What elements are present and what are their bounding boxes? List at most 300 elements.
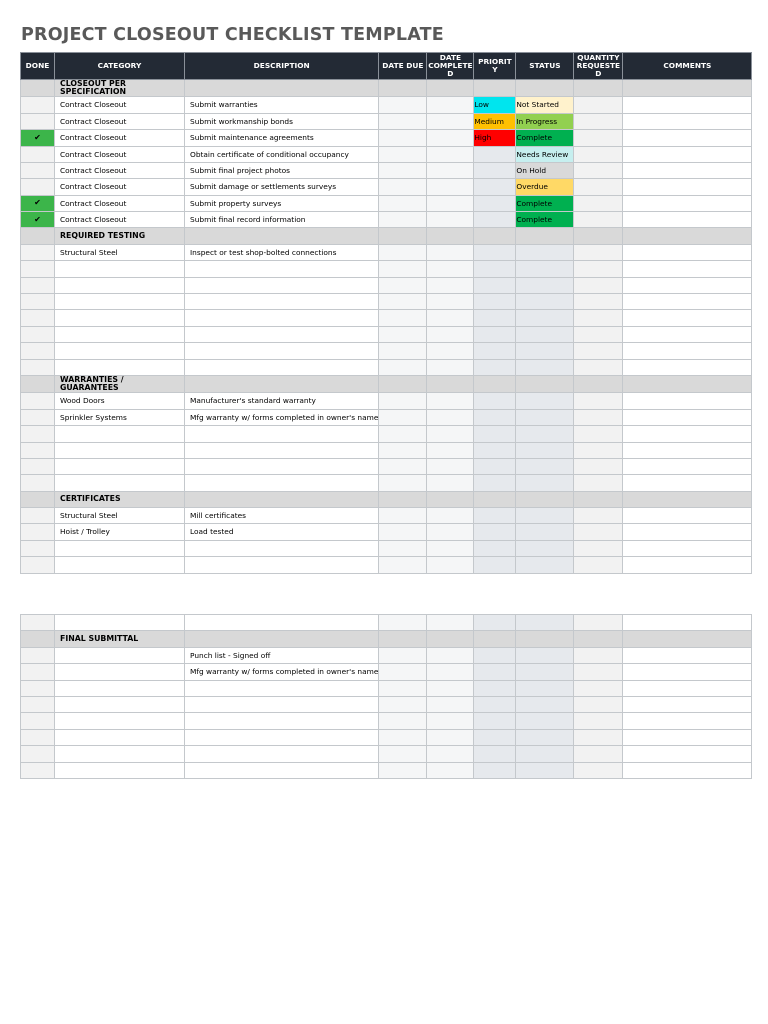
- done-checkbox[interactable]: [21, 359, 55, 375]
- category-cell[interactable]: Contract Closeout: [55, 97, 185, 113]
- comments-cell[interactable]: [623, 244, 752, 260]
- category-cell[interactable]: Contract Closeout: [55, 113, 185, 129]
- date-due-cell[interactable]: [379, 696, 427, 712]
- category-cell[interactable]: [55, 557, 185, 573]
- category-cell[interactable]: Contract Closeout: [55, 162, 185, 178]
- comments-cell[interactable]: [623, 212, 752, 228]
- status-cell[interactable]: In Progress: [516, 113, 574, 129]
- date-completed-cell[interactable]: [427, 310, 474, 326]
- quantity-cell[interactable]: [574, 508, 623, 524]
- category-cell[interactable]: Contract Closeout: [55, 130, 185, 146]
- category-cell[interactable]: [55, 359, 185, 375]
- done-checkbox[interactable]: [21, 393, 55, 409]
- quantity-cell[interactable]: [574, 540, 623, 556]
- done-checkbox[interactable]: [21, 326, 55, 342]
- done-checkbox[interactable]: [21, 696, 55, 712]
- status-cell[interactable]: Complete: [516, 195, 574, 211]
- description-cell[interactable]: [185, 261, 379, 277]
- quantity-cell[interactable]: [574, 696, 623, 712]
- date-completed-cell[interactable]: [427, 729, 474, 745]
- category-cell[interactable]: [55, 426, 185, 442]
- comments-cell[interactable]: [623, 409, 752, 425]
- date-completed-cell[interactable]: [427, 475, 474, 491]
- description-cell[interactable]: Load tested: [185, 524, 379, 540]
- date-due-cell[interactable]: [379, 508, 427, 524]
- category-cell[interactable]: [55, 458, 185, 474]
- date-completed-cell[interactable]: [427, 179, 474, 195]
- comments-cell[interactable]: [623, 524, 752, 540]
- date-completed-cell[interactable]: [427, 647, 474, 663]
- status-cell[interactable]: [516, 326, 574, 342]
- done-checkbox[interactable]: [21, 729, 55, 745]
- date-due-cell[interactable]: [379, 540, 427, 556]
- date-completed-cell[interactable]: [427, 762, 474, 778]
- date-due-cell[interactable]: [379, 310, 427, 326]
- priority-cell[interactable]: [474, 426, 516, 442]
- comments-cell[interactable]: [623, 762, 752, 778]
- date-due-cell[interactable]: [379, 97, 427, 113]
- status-cell[interactable]: [516, 475, 574, 491]
- quantity-cell[interactable]: [574, 195, 623, 211]
- quantity-cell[interactable]: [574, 458, 623, 474]
- done-checkbox[interactable]: [21, 647, 55, 663]
- quantity-cell[interactable]: [574, 746, 623, 762]
- header-description[interactable]: DESCRIPTION: [185, 53, 379, 80]
- date-due-cell[interactable]: [379, 359, 427, 375]
- quantity-cell[interactable]: [574, 277, 623, 293]
- status-cell[interactable]: [516, 508, 574, 524]
- comments-cell[interactable]: [623, 615, 752, 631]
- done-checkbox[interactable]: [21, 664, 55, 680]
- done-checkbox[interactable]: [21, 113, 55, 129]
- comments-cell[interactable]: [623, 680, 752, 696]
- quantity-cell[interactable]: [574, 557, 623, 573]
- quantity-cell[interactable]: [574, 409, 623, 425]
- quantity-cell[interactable]: [574, 762, 623, 778]
- done-checkbox[interactable]: [21, 540, 55, 556]
- date-due-cell[interactable]: [379, 179, 427, 195]
- header-category[interactable]: CATEGORY: [55, 53, 185, 80]
- quantity-cell[interactable]: [574, 664, 623, 680]
- category-cell[interactable]: Sprinkler Systems: [55, 409, 185, 425]
- priority-cell[interactable]: [474, 277, 516, 293]
- category-cell[interactable]: Contract Closeout: [55, 179, 185, 195]
- priority-cell[interactable]: [474, 179, 516, 195]
- date-completed-cell[interactable]: [427, 409, 474, 425]
- status-cell[interactable]: Complete: [516, 130, 574, 146]
- description-cell[interactable]: [185, 680, 379, 696]
- priority-cell[interactable]: [474, 343, 516, 359]
- date-due-cell[interactable]: [379, 244, 427, 260]
- comments-cell[interactable]: [623, 359, 752, 375]
- date-due-cell[interactable]: [379, 524, 427, 540]
- date-completed-cell[interactable]: [427, 294, 474, 310]
- comments-cell[interactable]: [623, 195, 752, 211]
- date-due-cell[interactable]: [379, 557, 427, 573]
- category-cell[interactable]: [55, 540, 185, 556]
- quantity-cell[interactable]: [574, 244, 623, 260]
- priority-cell[interactable]: [474, 393, 516, 409]
- description-cell[interactable]: [185, 343, 379, 359]
- date-due-cell[interactable]: [379, 261, 427, 277]
- description-cell[interactable]: Mill certificates: [185, 508, 379, 524]
- priority-cell[interactable]: [474, 508, 516, 524]
- date-completed-cell[interactable]: [427, 557, 474, 573]
- category-cell[interactable]: [55, 615, 185, 631]
- status-cell[interactable]: [516, 729, 574, 745]
- category-cell[interactable]: Wood Doors: [55, 393, 185, 409]
- date-completed-cell[interactable]: [427, 540, 474, 556]
- date-due-cell[interactable]: [379, 647, 427, 663]
- date-completed-cell[interactable]: [427, 244, 474, 260]
- priority-cell[interactable]: [474, 713, 516, 729]
- status-cell[interactable]: [516, 343, 574, 359]
- comments-cell[interactable]: [623, 442, 752, 458]
- quantity-cell[interactable]: [574, 212, 623, 228]
- priority-cell[interactable]: [474, 359, 516, 375]
- comments-cell[interactable]: [623, 557, 752, 573]
- description-cell[interactable]: [185, 359, 379, 375]
- date-due-cell[interactable]: [379, 212, 427, 228]
- done-checkbox[interactable]: [21, 261, 55, 277]
- status-cell[interactable]: [516, 540, 574, 556]
- category-cell[interactable]: Contract Closeout: [55, 146, 185, 162]
- priority-cell[interactable]: [474, 729, 516, 745]
- date-due-cell[interactable]: [379, 442, 427, 458]
- priority-cell[interactable]: [474, 696, 516, 712]
- done-checkbox[interactable]: [21, 343, 55, 359]
- priority-cell[interactable]: [474, 746, 516, 762]
- category-cell[interactable]: [55, 294, 185, 310]
- description-cell[interactable]: [185, 294, 379, 310]
- description-cell[interactable]: Submit maintenance agreements: [185, 130, 379, 146]
- status-cell[interactable]: [516, 310, 574, 326]
- quantity-cell[interactable]: [574, 475, 623, 491]
- quantity-cell[interactable]: [574, 713, 623, 729]
- status-cell[interactable]: [516, 442, 574, 458]
- comments-cell[interactable]: [623, 179, 752, 195]
- date-due-cell[interactable]: [379, 762, 427, 778]
- done-checkbox[interactable]: [21, 97, 55, 113]
- date-completed-cell[interactable]: [427, 343, 474, 359]
- category-cell[interactable]: Structural Steel: [55, 508, 185, 524]
- date-due-cell[interactable]: [379, 277, 427, 293]
- comments-cell[interactable]: [623, 130, 752, 146]
- category-cell[interactable]: [55, 261, 185, 277]
- done-checkbox[interactable]: [21, 294, 55, 310]
- date-due-cell[interactable]: [379, 393, 427, 409]
- done-checkbox[interactable]: [21, 442, 55, 458]
- date-due-cell[interactable]: [379, 680, 427, 696]
- done-checkbox[interactable]: [21, 615, 55, 631]
- description-cell[interactable]: [185, 426, 379, 442]
- date-completed-cell[interactable]: [427, 212, 474, 228]
- category-cell[interactable]: [55, 696, 185, 712]
- comments-cell[interactable]: [623, 426, 752, 442]
- date-due-cell[interactable]: [379, 475, 427, 491]
- priority-cell[interactable]: [474, 458, 516, 474]
- comments-cell[interactable]: [623, 277, 752, 293]
- date-completed-cell[interactable]: [427, 508, 474, 524]
- priority-cell[interactable]: [474, 557, 516, 573]
- comments-cell[interactable]: [623, 261, 752, 277]
- description-cell[interactable]: [185, 277, 379, 293]
- status-cell[interactable]: Overdue: [516, 179, 574, 195]
- comments-cell[interactable]: [623, 713, 752, 729]
- category-cell[interactable]: Structural Steel: [55, 244, 185, 260]
- done-checkbox[interactable]: [21, 212, 55, 228]
- status-cell[interactable]: [516, 615, 574, 631]
- date-due-cell[interactable]: [379, 713, 427, 729]
- date-due-cell[interactable]: [379, 426, 427, 442]
- priority-cell[interactable]: [474, 195, 516, 211]
- status-cell[interactable]: Not Started: [516, 97, 574, 113]
- status-cell[interactable]: [516, 762, 574, 778]
- status-cell[interactable]: [516, 261, 574, 277]
- date-completed-cell[interactable]: [427, 162, 474, 178]
- status-cell[interactable]: [516, 696, 574, 712]
- date-due-cell[interactable]: [379, 294, 427, 310]
- date-due-cell[interactable]: [379, 746, 427, 762]
- header-comments[interactable]: COMMENTS: [623, 53, 752, 80]
- quantity-cell[interactable]: [574, 343, 623, 359]
- description-cell[interactable]: Submit workmanship bonds: [185, 113, 379, 129]
- date-completed-cell[interactable]: [427, 524, 474, 540]
- date-completed-cell[interactable]: [427, 713, 474, 729]
- quantity-cell[interactable]: [574, 393, 623, 409]
- status-cell[interactable]: Complete: [516, 212, 574, 228]
- date-due-cell[interactable]: [379, 113, 427, 129]
- quantity-cell[interactable]: [574, 426, 623, 442]
- description-cell[interactable]: [185, 310, 379, 326]
- priority-cell[interactable]: Medium: [474, 113, 516, 129]
- priority-cell[interactable]: [474, 244, 516, 260]
- done-checkbox[interactable]: [21, 524, 55, 540]
- header-quantity-requested[interactable]: QUANTITY REQUESTE D: [574, 53, 623, 80]
- description-cell[interactable]: [185, 475, 379, 491]
- done-checkbox[interactable]: [21, 179, 55, 195]
- date-due-cell[interactable]: [379, 146, 427, 162]
- date-due-cell[interactable]: [379, 729, 427, 745]
- priority-cell[interactable]: [474, 442, 516, 458]
- date-completed-cell[interactable]: [427, 696, 474, 712]
- priority-cell[interactable]: [474, 647, 516, 663]
- done-checkbox[interactable]: [21, 680, 55, 696]
- done-checkbox[interactable]: [21, 195, 55, 211]
- date-completed-cell[interactable]: [427, 97, 474, 113]
- status-cell[interactable]: [516, 647, 574, 663]
- date-completed-cell[interactable]: [427, 746, 474, 762]
- priority-cell[interactable]: [474, 524, 516, 540]
- done-checkbox[interactable]: [21, 162, 55, 178]
- done-checkbox[interactable]: [21, 557, 55, 573]
- priority-cell[interactable]: [474, 762, 516, 778]
- category-cell[interactable]: [55, 762, 185, 778]
- quantity-cell[interactable]: [574, 162, 623, 178]
- status-cell[interactable]: [516, 393, 574, 409]
- comments-cell[interactable]: [623, 294, 752, 310]
- priority-cell[interactable]: [474, 261, 516, 277]
- comments-cell[interactable]: [623, 393, 752, 409]
- category-cell[interactable]: [55, 746, 185, 762]
- quantity-cell[interactable]: [574, 113, 623, 129]
- quantity-cell[interactable]: [574, 97, 623, 113]
- done-checkbox[interactable]: [21, 458, 55, 474]
- category-cell[interactable]: [55, 729, 185, 745]
- category-cell[interactable]: Hoist / Trolley: [55, 524, 185, 540]
- date-due-cell[interactable]: [379, 326, 427, 342]
- comments-cell[interactable]: [623, 647, 752, 663]
- status-cell[interactable]: [516, 294, 574, 310]
- quantity-cell[interactable]: [574, 326, 623, 342]
- description-cell[interactable]: Submit final record information: [185, 212, 379, 228]
- done-checkbox[interactable]: [21, 508, 55, 524]
- priority-cell[interactable]: [474, 664, 516, 680]
- quantity-cell[interactable]: [574, 615, 623, 631]
- priority-cell[interactable]: [474, 146, 516, 162]
- quantity-cell[interactable]: [574, 359, 623, 375]
- priority-cell[interactable]: [474, 615, 516, 631]
- date-due-cell[interactable]: [379, 162, 427, 178]
- status-cell[interactable]: [516, 524, 574, 540]
- priority-cell[interactable]: Low: [474, 97, 516, 113]
- comments-cell[interactable]: [623, 146, 752, 162]
- status-cell[interactable]: [516, 557, 574, 573]
- category-cell[interactable]: [55, 647, 185, 663]
- quantity-cell[interactable]: [574, 310, 623, 326]
- date-due-cell[interactable]: [379, 130, 427, 146]
- header-done[interactable]: DONE: [21, 53, 55, 80]
- done-checkbox[interactable]: [21, 713, 55, 729]
- comments-cell[interactable]: [623, 113, 752, 129]
- date-completed-cell[interactable]: [427, 442, 474, 458]
- category-cell[interactable]: [55, 310, 185, 326]
- description-cell[interactable]: Obtain certificate of conditional occupancy: [185, 146, 379, 162]
- date-completed-cell[interactable]: [427, 426, 474, 442]
- header-priority[interactable]: PRIORIT Y: [474, 53, 516, 80]
- status-cell[interactable]: [516, 426, 574, 442]
- status-cell[interactable]: [516, 680, 574, 696]
- description-cell[interactable]: Submit damage or settlements surveys: [185, 179, 379, 195]
- description-cell[interactable]: [185, 729, 379, 745]
- status-cell[interactable]: [516, 458, 574, 474]
- date-completed-cell[interactable]: [427, 261, 474, 277]
- category-cell[interactable]: [55, 713, 185, 729]
- description-cell[interactable]: [185, 442, 379, 458]
- comments-cell[interactable]: [623, 310, 752, 326]
- status-cell[interactable]: [516, 746, 574, 762]
- done-checkbox[interactable]: [21, 475, 55, 491]
- description-cell[interactable]: Submit final project photos: [185, 162, 379, 178]
- description-cell[interactable]: [185, 696, 379, 712]
- date-completed-cell[interactable]: [427, 359, 474, 375]
- category-cell[interactable]: Contract Closeout: [55, 195, 185, 211]
- done-checkbox[interactable]: [21, 244, 55, 260]
- date-completed-cell[interactable]: [427, 146, 474, 162]
- comments-cell[interactable]: [623, 326, 752, 342]
- done-checkbox[interactable]: [21, 310, 55, 326]
- description-cell[interactable]: Punch list - Signed off: [185, 647, 379, 663]
- comments-cell[interactable]: [623, 664, 752, 680]
- priority-cell[interactable]: High: [474, 130, 516, 146]
- date-completed-cell[interactable]: [427, 113, 474, 129]
- date-due-cell[interactable]: [379, 615, 427, 631]
- done-checkbox[interactable]: [21, 277, 55, 293]
- quantity-cell[interactable]: [574, 261, 623, 277]
- date-completed-cell[interactable]: [427, 130, 474, 146]
- status-cell[interactable]: [516, 277, 574, 293]
- comments-cell[interactable]: [623, 746, 752, 762]
- priority-cell[interactable]: [474, 540, 516, 556]
- quantity-cell[interactable]: [574, 524, 623, 540]
- description-cell[interactable]: [185, 326, 379, 342]
- date-completed-cell[interactable]: [427, 664, 474, 680]
- description-cell[interactable]: Mfg warranty w/ forms completed in owner's name: [185, 409, 379, 425]
- priority-cell[interactable]: [474, 310, 516, 326]
- date-completed-cell[interactable]: [427, 680, 474, 696]
- category-cell[interactable]: [55, 442, 185, 458]
- quantity-cell[interactable]: [574, 442, 623, 458]
- quantity-cell[interactable]: [574, 294, 623, 310]
- date-completed-cell[interactable]: [427, 458, 474, 474]
- comments-cell[interactable]: [623, 540, 752, 556]
- comments-cell[interactable]: [623, 97, 752, 113]
- priority-cell[interactable]: [474, 162, 516, 178]
- description-cell[interactable]: [185, 746, 379, 762]
- date-completed-cell[interactable]: [427, 277, 474, 293]
- date-due-cell[interactable]: [379, 195, 427, 211]
- status-cell[interactable]: [516, 359, 574, 375]
- date-completed-cell[interactable]: [427, 195, 474, 211]
- date-due-cell[interactable]: [379, 409, 427, 425]
- status-cell[interactable]: Needs Review: [516, 146, 574, 162]
- quantity-cell[interactable]: [574, 680, 623, 696]
- quantity-cell[interactable]: [574, 647, 623, 663]
- quantity-cell[interactable]: [574, 146, 623, 162]
- status-cell[interactable]: [516, 713, 574, 729]
- done-checkbox[interactable]: [21, 146, 55, 162]
- priority-cell[interactable]: [474, 212, 516, 228]
- comments-cell[interactable]: [623, 458, 752, 474]
- done-checkbox[interactable]: [21, 746, 55, 762]
- comments-cell[interactable]: [623, 508, 752, 524]
- description-cell[interactable]: [185, 762, 379, 778]
- date-completed-cell[interactable]: [427, 615, 474, 631]
- comments-cell[interactable]: [623, 729, 752, 745]
- comments-cell[interactable]: [623, 162, 752, 178]
- description-cell[interactable]: [185, 557, 379, 573]
- priority-cell[interactable]: [474, 475, 516, 491]
- header-date-due[interactable]: DATE DUE: [379, 53, 427, 80]
- date-due-cell[interactable]: [379, 664, 427, 680]
- date-completed-cell[interactable]: [427, 326, 474, 342]
- header-date-completed[interactable]: DATE COMPLETE D: [428, 53, 473, 78]
- status-cell[interactable]: [516, 664, 574, 680]
- description-cell[interactable]: Manufacturer's standard warranty: [185, 393, 379, 409]
- quantity-cell[interactable]: [574, 179, 623, 195]
- description-cell[interactable]: Submit property surveys: [185, 195, 379, 211]
- comments-cell[interactable]: [623, 475, 752, 491]
- date-due-cell[interactable]: [379, 458, 427, 474]
- done-checkbox[interactable]: [21, 409, 55, 425]
- comments-cell[interactable]: [623, 696, 752, 712]
- status-cell[interactable]: [516, 244, 574, 260]
- category-cell[interactable]: [55, 326, 185, 342]
- date-completed-cell[interactable]: [427, 393, 474, 409]
- description-cell[interactable]: [185, 458, 379, 474]
- header-status[interactable]: STATUS: [516, 53, 574, 80]
- date-due-cell[interactable]: [379, 343, 427, 359]
